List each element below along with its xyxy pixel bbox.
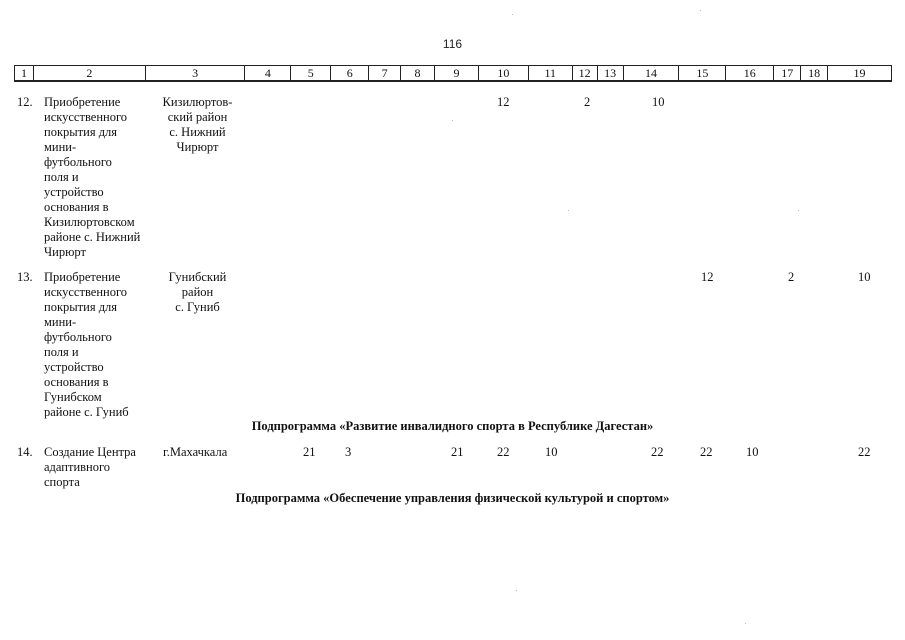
- header-cell-3: 3: [146, 66, 246, 80]
- value-col-9: 21: [451, 445, 464, 459]
- header-cell-10: 10: [479, 66, 529, 80]
- header-cell-8: 8: [401, 66, 435, 80]
- scan-speck: [745, 623, 746, 624]
- header-cell-16: 16: [726, 66, 774, 80]
- value-col-10: 12: [497, 95, 510, 109]
- value-col-14: 10: [652, 95, 665, 109]
- value-col-15: 12: [701, 270, 714, 284]
- header-cell-17: 17: [774, 66, 801, 80]
- subprogram-heading: Подпрограмма «Обеспечение управления физической культурой и спортом»: [235, 491, 670, 505]
- item-place: Кизилюртов- ский район с. Нижний Чирюрт: [162, 95, 233, 154]
- header-cell-6: 6: [331, 66, 369, 80]
- header-cell-12: 12: [573, 66, 598, 80]
- value-col-6: 3: [345, 445, 352, 459]
- value-col-15: 22: [700, 445, 713, 459]
- table-header-row: [14, 65, 892, 82]
- value-col-11: 10: [545, 445, 558, 459]
- row-number: 12.: [17, 95, 33, 109]
- scan-speck: [568, 210, 569, 211]
- scan-speck: [798, 210, 799, 211]
- value-col-10: 22: [497, 445, 510, 459]
- header-cell-2: 2: [34, 66, 146, 80]
- item-name: Создание Центра адаптивного спорта: [44, 445, 136, 489]
- header-cell-9: 9: [435, 66, 479, 80]
- header-cell-11: 11: [529, 66, 573, 80]
- scan-speck: [512, 14, 513, 15]
- value-col-16: 10: [746, 445, 759, 459]
- item-place: г.Махачкала: [163, 445, 228, 459]
- value-col-19: 10: [858, 270, 871, 284]
- scan-speck: [516, 590, 517, 591]
- value-col-12: 2: [584, 95, 591, 109]
- item-name: Приобретение искусственного покрытия для мини- футбольного поля и устройство основания в Гунибском районе с. Гуниб: [44, 270, 129, 419]
- value-col-19: 22: [858, 445, 871, 459]
- value-col-5: 21: [303, 445, 316, 459]
- item-name: Приобретение искусственного покрытия для мини- футбольного поля и устройство основания в Кизилюртовском районе с. Нижний Чирюрт: [44, 95, 141, 259]
- row-number: 14.: [17, 445, 33, 459]
- value-col-17: 2: [788, 270, 795, 284]
- scan-speck: [452, 120, 453, 121]
- item-place: Гунибский район с. Гуниб: [168, 270, 227, 314]
- header-cell-13: 13: [598, 66, 624, 80]
- header-cell-14: 14: [624, 66, 680, 80]
- header-cell-15: 15: [679, 66, 726, 80]
- header-cell-19: 19: [853, 66, 866, 80]
- value-col-14: 22: [651, 445, 664, 459]
- header-cell-1: 1: [15, 66, 34, 80]
- header-cell-18: 18: [801, 66, 828, 80]
- row-number: 13.: [17, 270, 33, 284]
- header-cell-5: 5: [291, 66, 331, 80]
- subprogram-heading: Подпрограмма «Развитие инвалидного спорта в Республике Дагестан»: [251, 419, 654, 433]
- scan-speck: [700, 10, 701, 11]
- page-number: 116: [442, 37, 463, 51]
- header-cell-4: 4: [245, 66, 291, 80]
- header-cell-7: 7: [369, 66, 401, 80]
